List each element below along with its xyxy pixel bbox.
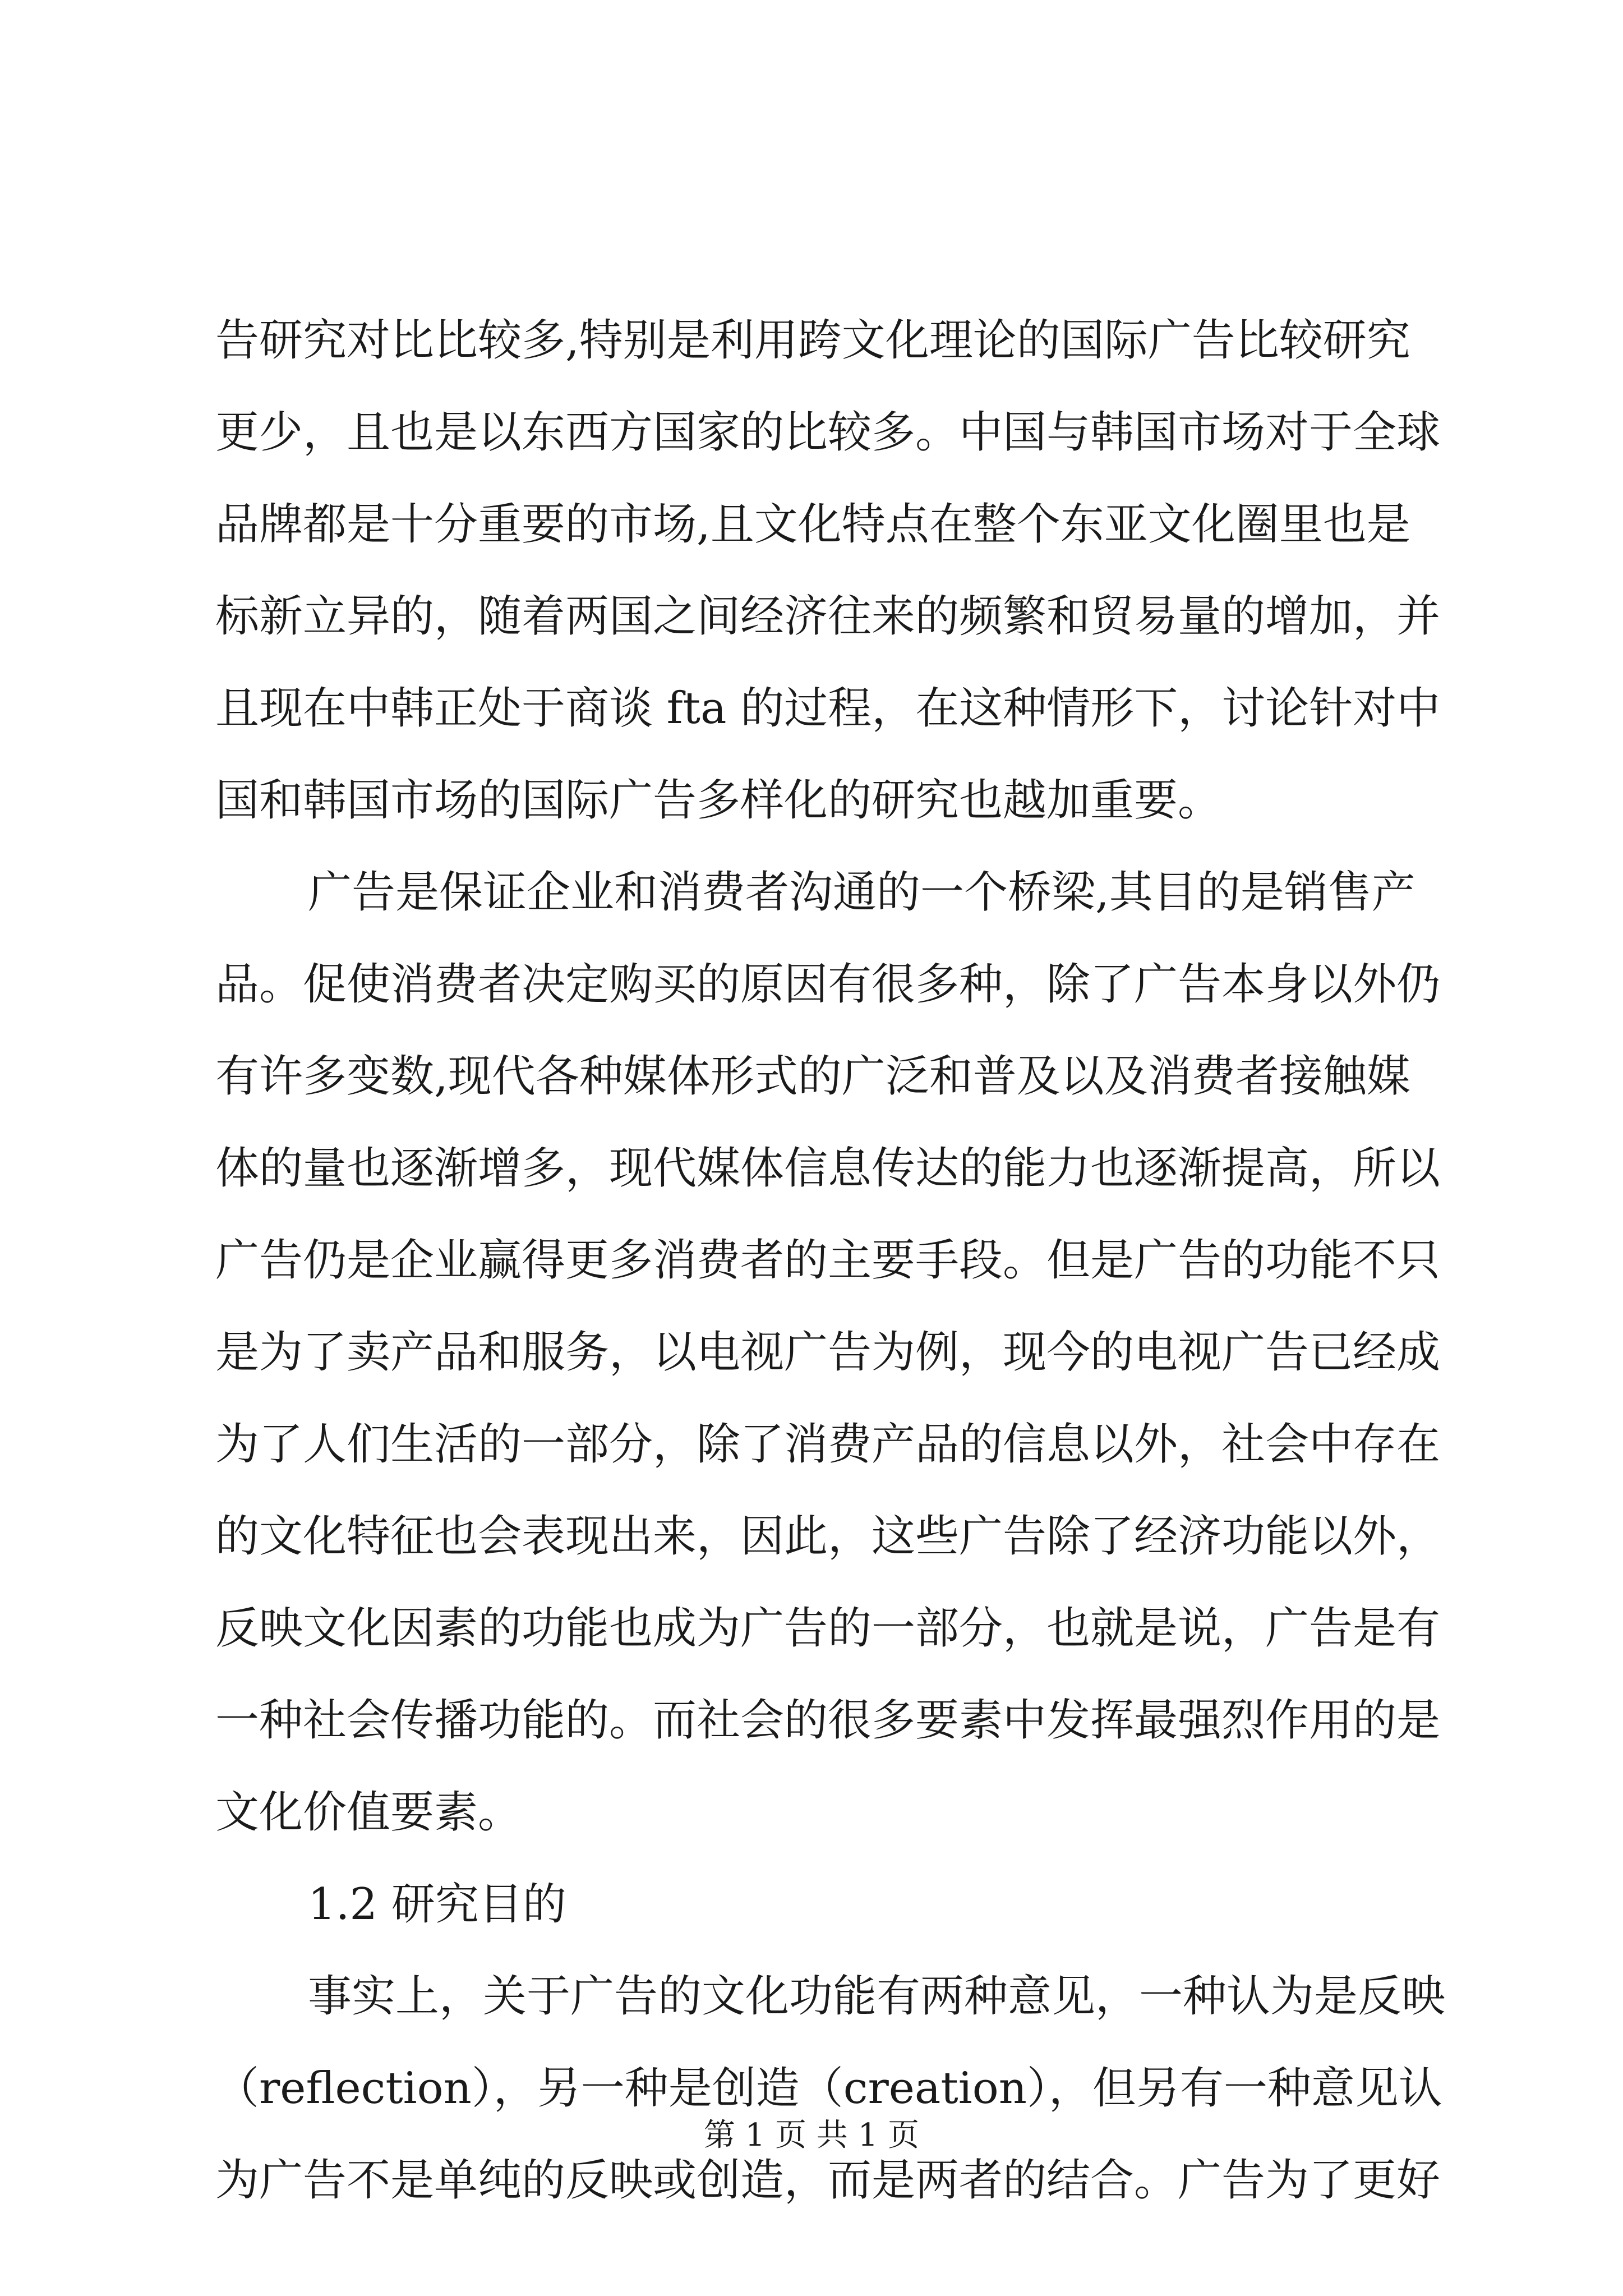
text-line: 文化价值要素。 — [215, 1787, 522, 1838]
document-body — [215, 295, 1446, 2226]
text-line: 标新立异的，随着两国之间经济往来的频繁和贸易量的增加，并 — [215, 591, 1441, 642]
text-line: （reflection），另一种是创造（creation），但另有一种意见认 — [215, 2063, 1442, 2114]
text-line: 的文化特征也会表现出来，因此，这些广告除了经济功能以外， — [215, 1511, 1441, 1562]
text-line: 品牌都是十分重要的市场,且文化特点在整个东亚文化圈里也是 — [215, 499, 1410, 550]
text-line: 体的量也逐渐增多，现代媒体信息传达的能力也逐渐提高，所以 — [215, 1143, 1441, 1194]
text-line: 有许多变数,现代各种媒体形式的广泛和普及以及消费者接触媒 — [215, 1051, 1410, 1102]
text-line: 更少，且也是以东西方国家的比较多。中国与韩国市场对于全球 — [215, 407, 1441, 458]
paragraph-first-line: 广告是保证企业和消费者沟通的一个桥梁,其目的是销售产 — [308, 867, 1415, 918]
text-line: 为了人们生活的一部分，除了消费产品的信息以外，社会中存在 — [215, 1419, 1441, 1470]
text-line: 为广告不是单纯的反映或创造，而是两者的结合。广告为了更好 — [215, 2155, 1441, 2206]
paragraph-first-line: 事实上，关于广告的文化功能有两种意见，一种认为是反映 — [308, 1971, 1446, 2022]
text-line: 品。促使消费者决定购买的原因有很多种，除了广告本身以外仍 — [215, 959, 1441, 1010]
text-line: 且现在中韩正处于商谈 fta 的过程，在这种情形下，讨论针对中 — [215, 683, 1441, 734]
section-heading: 1.2 研究目的 — [308, 1879, 566, 1930]
text-line: 国和韩国市场的国际广告多样化的研究也越加重要。 — [215, 775, 1222, 826]
text-line: 广告仍是企业赢得更多消费者的主要手段。但是广告的功能不只 — [215, 1235, 1441, 1286]
page-number-footer: 第 1 页 共 1 页 — [703, 2117, 920, 2154]
text-line: 一种社会传播功能的。而社会的很多要素中发挥最强烈作用的是 — [215, 1695, 1441, 1746]
text-line: 是为了卖产品和服务，以电视广告为例，现今的电视广告已经成 — [215, 1327, 1441, 1378]
text-line: 反映文化因素的功能也成为广告的一部分，也就是说，广告是有 — [215, 1603, 1441, 1654]
text-line: 告研究对比比较多,特别是利用跨文化理论的国际广告比较研究 — [215, 315, 1410, 366]
